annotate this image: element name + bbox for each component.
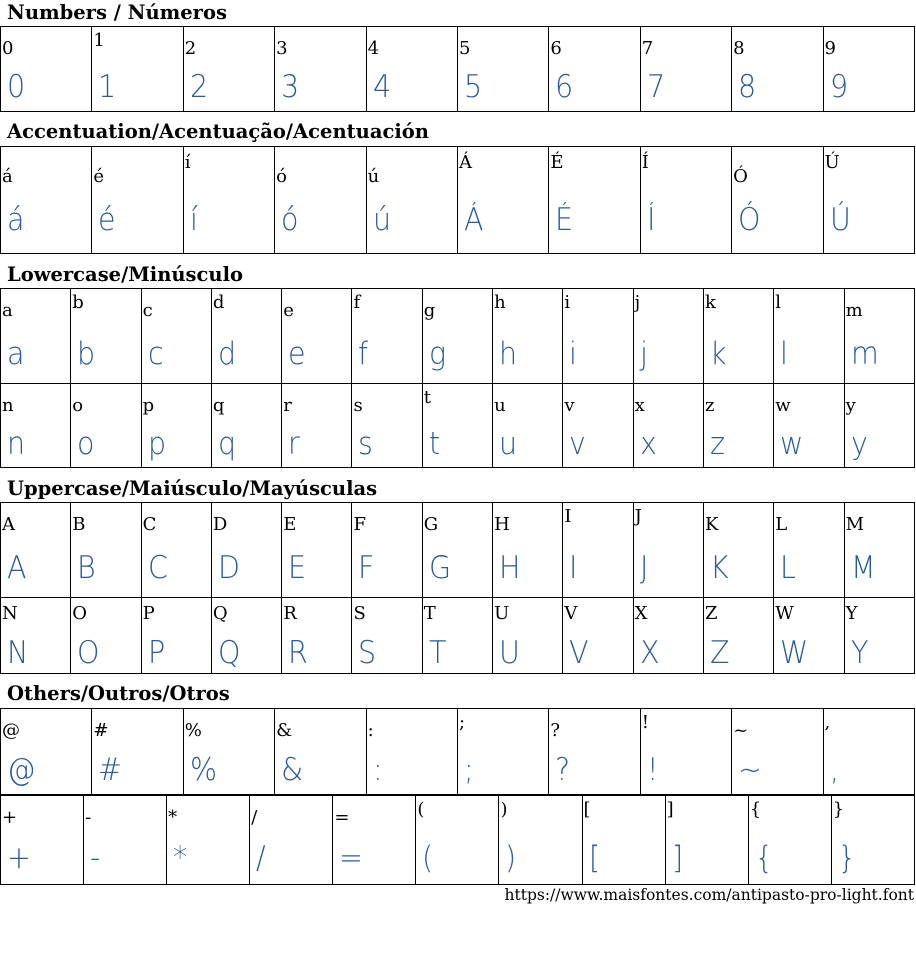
- glyph-label: Q: [212, 603, 228, 624]
- glyph-label: R: [283, 603, 297, 624]
- glyph-cell: [184, 27, 275, 111]
- glyph-label: {: [749, 799, 762, 820]
- glyph-cell: [142, 503, 212, 597]
- glyph-cell: [1, 147, 92, 253]
- glyph-label: j: [634, 292, 641, 313]
- glyph-label: Ó: [733, 166, 748, 187]
- glyph-cell: [92, 147, 183, 253]
- glyph-sample: W: [780, 635, 809, 671]
- glyph-cell: [275, 27, 366, 111]
- glyph-label: h: [494, 292, 506, 313]
- glyph-cell: [423, 503, 493, 597]
- glyph-sample: v: [569, 426, 587, 462]
- glyph-sample: 5: [463, 69, 483, 105]
- glyph-cell: [845, 384, 915, 467]
- glyph-label: d: [212, 292, 225, 313]
- glyph-sample: X: [639, 635, 660, 671]
- glyph-sample: ,: [829, 752, 839, 788]
- glyph-label: é: [93, 166, 105, 187]
- glyph-sample: S: [358, 635, 377, 671]
- glyph-sample: 0: [7, 69, 26, 105]
- glyph-cell: [634, 384, 704, 467]
- glyph-label: ó: [276, 166, 288, 187]
- glyph-sample: É: [555, 202, 574, 238]
- glyph-sample: =: [339, 840, 364, 876]
- glyph-cell: [583, 796, 666, 884]
- glyph-sample: V: [569, 635, 589, 671]
- glyph-sample: 6: [555, 69, 574, 105]
- glyph-label: B: [72, 514, 86, 535]
- glyph-label: %: [184, 720, 202, 741]
- glyph-cell: [641, 709, 732, 794]
- glyph-sample: Ú: [829, 202, 851, 238]
- glyph-sample: +: [7, 840, 31, 876]
- glyph-cell: [549, 147, 640, 253]
- glyph-label: Á: [458, 152, 472, 173]
- glyph-cell: [212, 384, 282, 467]
- glyph-sample: k: [709, 336, 727, 372]
- glyph-sample: 8: [738, 69, 757, 105]
- glyph-sample: w: [780, 426, 804, 462]
- glyph-cell: [549, 27, 640, 111]
- glyph-cell: [423, 598, 493, 673]
- glyph-sample: c: [147, 336, 164, 372]
- glyph-label: H: [494, 514, 510, 535]
- glyph-label: É: [550, 152, 564, 173]
- glyph-sample: M: [850, 550, 876, 586]
- glyph-cell: [493, 289, 563, 383]
- glyph-label: Z: [704, 603, 718, 624]
- glyph-cell: [352, 503, 422, 597]
- glyph-label: n: [2, 395, 14, 416]
- glyph-cell: [71, 289, 141, 383]
- glyph-label: 6: [550, 38, 562, 59]
- glyph-sample: n: [7, 426, 26, 462]
- glyph-sample: d: [217, 336, 237, 372]
- glyph-label: I: [564, 506, 572, 527]
- glyph-label: :: [367, 720, 374, 741]
- glyph-label: A: [2, 514, 15, 535]
- glyph-label: e: [283, 300, 294, 321]
- glyph-sample: A: [7, 550, 27, 586]
- glyph-label: C: [142, 514, 157, 535]
- glyph-sample: {: [754, 840, 773, 876]
- glyph-cell: [641, 27, 732, 111]
- glyph-sample: q: [217, 426, 237, 462]
- glyph-sample: (: [422, 840, 434, 876]
- glyph-sample: r: [288, 426, 300, 462]
- glyph-sample: 9: [829, 69, 848, 105]
- glyph-sample: G: [428, 550, 451, 586]
- glyph-cell: [1, 384, 71, 467]
- glyph-label: -: [85, 807, 92, 828]
- glyph-label: P: [142, 603, 155, 624]
- glyph-sample: Y: [850, 635, 868, 671]
- glyph-sample: /: [256, 840, 266, 876]
- glyph-label: w: [775, 395, 791, 416]
- glyph-cell: [282, 289, 352, 383]
- glyph-sample: 3: [281, 69, 300, 105]
- glyph-label: !: [641, 712, 649, 733]
- glyph-row: [0, 146, 915, 254]
- glyph-cell: [352, 289, 422, 383]
- glyph-label: W: [775, 603, 794, 624]
- glyph-sample: s: [358, 426, 374, 462]
- glyph-sample: Ó: [738, 202, 761, 238]
- glyph-cell: [142, 384, 212, 467]
- glyph-row: [0, 383, 915, 468]
- glyph-label: z: [704, 395, 715, 416]
- glyph-label: S: [353, 603, 366, 624]
- glyph-cell: [1, 796, 84, 884]
- glyph-cell: [563, 289, 633, 383]
- glyph-label: v: [564, 395, 575, 416]
- glyph-cell: [1, 709, 92, 794]
- glyph-cell: [704, 384, 774, 467]
- glyph-sample: -: [90, 840, 101, 876]
- glyph-sample: 2: [189, 69, 208, 105]
- glyph-sample: P: [147, 635, 165, 671]
- glyph-label: a: [2, 300, 13, 321]
- glyph-row: [0, 502, 915, 598]
- glyph-row: [0, 795, 915, 885]
- glyph-cell: [1, 598, 71, 673]
- glyph-label: Í: [641, 152, 649, 173]
- glyph-label: #: [93, 720, 109, 741]
- glyph-cell: [824, 147, 915, 253]
- glyph-label: p: [142, 395, 155, 416]
- glyph-cell: [563, 598, 633, 673]
- glyph-sample: z: [709, 426, 725, 462]
- glyph-cell: [212, 503, 282, 597]
- glyph-cell: [1, 503, 71, 597]
- glyph-cell: [282, 384, 352, 467]
- glyph-label: y: [845, 395, 856, 416]
- glyph-cell: [493, 598, 563, 673]
- glyph-cell: [563, 384, 633, 467]
- glyph-row: [0, 288, 915, 384]
- glyph-cell: [333, 796, 416, 884]
- glyph-cell: [845, 503, 915, 597]
- glyph-label: K: [704, 514, 719, 535]
- glyph-cell: [749, 796, 832, 884]
- glyph-sample: O: [77, 635, 100, 671]
- glyph-label: D: [212, 514, 228, 535]
- glyph-sample: 7: [646, 69, 665, 105]
- glyph-label: i: [564, 292, 571, 313]
- glyph-sample: ~: [738, 752, 763, 788]
- glyph-sample: 1: [98, 69, 117, 105]
- glyph-sample: x: [639, 426, 657, 462]
- glyph-sample: L: [780, 550, 797, 586]
- glyph-cell: [282, 503, 352, 597]
- glyph-sample: T: [428, 635, 447, 671]
- glyph-sample: l: [780, 336, 789, 372]
- glyph-sample: ): [505, 840, 517, 876]
- glyph-label: Y: [845, 603, 858, 624]
- glyph-cell: [84, 796, 167, 884]
- glyph-label: +: [2, 807, 18, 828]
- glyph-sample: m: [850, 336, 879, 372]
- glyph-label: J: [634, 506, 642, 527]
- glyph-label: /: [251, 807, 258, 828]
- glyph-sample: Q: [217, 635, 241, 671]
- glyph-cell: [275, 709, 366, 794]
- glyph-label: E: [283, 514, 297, 535]
- glyph-cell: [493, 503, 563, 597]
- section-heading: Numbers / Números: [7, 1, 227, 24]
- glyph-cell: [212, 289, 282, 383]
- glyph-cell: [634, 503, 704, 597]
- glyph-label: ?: [550, 720, 560, 741]
- glyph-sample: ú: [372, 202, 391, 238]
- glyph-label: F: [353, 514, 366, 535]
- glyph-cell: [549, 709, 640, 794]
- glyph-sample: í: [189, 202, 198, 238]
- glyph-sample: Á: [463, 202, 484, 238]
- glyph-cell: [142, 289, 212, 383]
- glyph-label: ;: [458, 712, 466, 733]
- glyph-sample: R: [288, 635, 309, 671]
- glyph-sample: N: [7, 635, 29, 671]
- glyph-sample: ;: [463, 752, 474, 788]
- glyph-label: 7: [641, 38, 654, 59]
- glyph-sample: o: [77, 426, 95, 462]
- glyph-cell: [1, 289, 71, 383]
- glyph-sample: i: [569, 336, 578, 372]
- glyph-cell: [704, 289, 774, 383]
- glyph-sample: [: [588, 840, 600, 876]
- glyph-label: ú: [367, 166, 380, 187]
- glyph-label: r: [283, 395, 292, 416]
- glyph-cell: [71, 503, 141, 597]
- glyph-label: 9: [824, 38, 836, 59]
- glyph-cell: [845, 289, 915, 383]
- glyph-sample: F: [358, 550, 375, 586]
- section-heading: Lowercase/Minúsculo: [7, 263, 243, 286]
- glyph-label: &: [276, 720, 293, 741]
- glyph-label: ,: [824, 712, 831, 733]
- glyph-cell: [416, 796, 499, 884]
- section-heading: Accentuation/Acentuação/Acentuación: [7, 120, 429, 143]
- glyph-cell: [641, 147, 732, 253]
- glyph-cell: [666, 796, 749, 884]
- glyph-cell: [423, 289, 493, 383]
- glyph-cell: [367, 709, 458, 794]
- glyph-label: @: [2, 720, 20, 741]
- glyph-cell: [212, 598, 282, 673]
- glyph-sample: C: [147, 550, 168, 586]
- glyph-cell: [352, 384, 422, 467]
- glyph-cell: [458, 709, 549, 794]
- glyph-label: 3: [276, 38, 288, 59]
- glyph-cell: [774, 598, 844, 673]
- glyph-sample: f: [358, 336, 369, 372]
- glyph-label: *: [168, 807, 178, 828]
- glyph-label: L: [775, 514, 788, 535]
- glyph-cell: [824, 709, 915, 794]
- glyph-cell: [704, 598, 774, 673]
- glyph-cell: [367, 147, 458, 253]
- glyph-cell: [71, 384, 141, 467]
- glyph-sample: ?: [555, 752, 571, 788]
- glyph-label: b: [72, 292, 84, 313]
- glyph-row: [0, 597, 915, 674]
- glyph-sample: &: [281, 752, 304, 788]
- glyph-label: í: [184, 152, 191, 173]
- glyph-cell: [732, 709, 823, 794]
- glyph-sample: Í: [646, 202, 656, 238]
- glyph-label: O: [72, 603, 88, 624]
- glyph-sample: ó: [281, 202, 299, 238]
- glyph-label: [: [583, 799, 591, 820]
- glyph-sample: :: [372, 752, 383, 788]
- glyph-cell: [499, 796, 582, 884]
- glyph-sample: 4: [372, 69, 391, 105]
- glyph-sample: K: [709, 550, 729, 586]
- glyph-label: =: [334, 807, 350, 828]
- source-url[interactable]: https://www.maisfontes.com/antipasto-pro-light.font: [504, 886, 914, 904]
- glyph-sample: p: [147, 426, 166, 462]
- glyph-label: ]: [666, 799, 674, 820]
- glyph-cell: [352, 598, 422, 673]
- glyph-sample: U: [499, 635, 520, 671]
- glyph-sample: #: [98, 752, 123, 788]
- glyph-cell: [71, 598, 141, 673]
- glyph-cell: [275, 147, 366, 253]
- glyph-sample: b: [77, 336, 96, 372]
- glyph-cell: [634, 598, 704, 673]
- glyph-cell: [92, 27, 183, 111]
- glyph-label: f: [353, 292, 361, 313]
- glyph-sample: %: [189, 752, 217, 788]
- glyph-sample: g: [428, 336, 446, 372]
- glyph-sample: a: [7, 336, 25, 372]
- glyph-cell: [824, 27, 915, 111]
- glyph-row: [0, 26, 915, 112]
- glyph-sample: I: [569, 550, 578, 586]
- glyph-sample: y: [850, 426, 868, 462]
- glyph-sample: é: [98, 202, 116, 238]
- glyph-sample: e: [288, 336, 306, 372]
- glyph-cell: [732, 27, 823, 111]
- glyph-cell: [563, 503, 633, 597]
- glyph-label: 2: [184, 38, 197, 59]
- glyph-label: U: [494, 603, 510, 624]
- section-heading: Uppercase/Maiúsculo/Mayúsculas: [7, 477, 378, 500]
- glyph-cell: [367, 27, 458, 111]
- glyph-sample: t: [428, 426, 440, 462]
- glyph-label: c: [142, 300, 153, 321]
- glyph-label: ~: [733, 720, 749, 741]
- glyph-cell: [704, 503, 774, 597]
- glyph-sample: *: [173, 840, 188, 876]
- glyph-cell: [167, 796, 250, 884]
- glyph-cell: [493, 384, 563, 467]
- glyph-label: N: [2, 603, 18, 624]
- glyph-label: 5: [458, 38, 471, 59]
- glyph-label: g: [423, 300, 436, 321]
- glyph-label: T: [423, 603, 436, 624]
- glyph-cell: [845, 598, 915, 673]
- glyph-cell: [832, 796, 915, 884]
- glyph-label: ): [500, 799, 508, 820]
- glyph-cell: [184, 709, 275, 794]
- glyph-sample: á: [7, 202, 25, 238]
- glyph-cell: [458, 27, 549, 111]
- glyph-cell: [458, 147, 549, 253]
- glyph-cell: [282, 598, 352, 673]
- glyph-label: s: [353, 395, 363, 416]
- glyph-label: (: [417, 799, 425, 820]
- glyph-sample: J: [639, 550, 649, 586]
- glyph-label: M: [845, 514, 864, 535]
- glyph-label: G: [423, 514, 439, 535]
- glyph-cell: [142, 598, 212, 673]
- glyph-cell: [184, 147, 275, 253]
- glyph-label: Ú: [824, 152, 840, 173]
- glyph-sample: !: [646, 752, 659, 788]
- glyph-label: 0: [2, 38, 14, 59]
- glyph-sample: u: [499, 426, 518, 462]
- glyph-sample: H: [499, 550, 521, 586]
- glyph-cell: [774, 289, 844, 383]
- glyph-sample: E: [288, 550, 307, 586]
- glyph-cell: [774, 384, 844, 467]
- glyph-label: á: [2, 166, 13, 187]
- glyph-sample: D: [217, 550, 240, 586]
- glyph-cell: [423, 384, 493, 467]
- glyph-label: }: [832, 799, 845, 820]
- glyph-label: X: [634, 603, 648, 624]
- glyph-label: x: [634, 395, 645, 416]
- glyph-cell: [634, 289, 704, 383]
- section-heading: Others/Outros/Otros: [7, 682, 230, 705]
- glyph-sample: }: [837, 840, 856, 876]
- glyph-sample: Z: [709, 635, 730, 671]
- glyph-sample: @: [7, 752, 36, 788]
- glyph-label: q: [212, 395, 225, 416]
- glyph-label: t: [423, 387, 432, 408]
- glyph-sample: h: [499, 336, 518, 372]
- glyph-cell: [774, 503, 844, 597]
- glyph-label: m: [845, 300, 863, 321]
- glyph-cell: [250, 796, 333, 884]
- glyph-sample: ]: [671, 840, 683, 876]
- glyph-label: 4: [367, 38, 380, 59]
- glyph-label: 8: [733, 38, 745, 59]
- glyph-label: V: [564, 603, 578, 624]
- glyph-label: k: [704, 292, 716, 313]
- glyph-cell: [92, 709, 183, 794]
- glyph-cell: [732, 147, 823, 253]
- glyph-label: u: [494, 395, 506, 416]
- glyph-label: l: [775, 292, 782, 313]
- glyph-label: 1: [93, 30, 105, 51]
- glyph-row: [0, 708, 915, 795]
- glyph-cell: [1, 27, 92, 111]
- glyph-sample: j: [639, 336, 648, 372]
- glyph-sample: B: [77, 550, 96, 586]
- glyph-label: o: [72, 395, 84, 416]
